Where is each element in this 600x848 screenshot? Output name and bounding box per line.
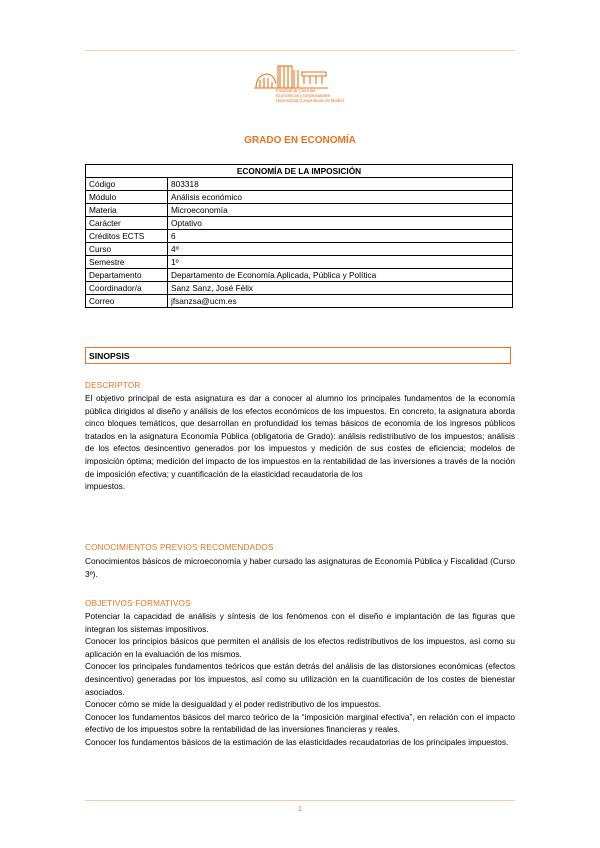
degree-heading: GRADO EN ECONOMÍA [244, 135, 356, 146]
page-number: 1 [298, 806, 302, 813]
header-rule [85, 50, 515, 51]
row-label: Materia [86, 204, 168, 217]
row-label: Departamento [86, 269, 168, 282]
row-label: Carácter [86, 217, 168, 230]
row-value: Sanz Sanz, José Félix [168, 282, 513, 295]
row-value: Análisis económico [168, 191, 513, 204]
table-row [86, 295, 513, 308]
conocimientos-text: Conocimientos básicos de microeconomía y haber cursado las asignaturas de Economía Pública y Fiscalidad (Curso 3º). [85, 556, 515, 579]
list-item: Conocer los principios básicos que permiten el análisis de los efectos redistributivos de los impuestos, así como su aplicación en la evaluación de los mismos. [85, 636, 515, 659]
conocimientos-body [85, 555, 515, 580]
row-label: Coordinador/a [86, 282, 168, 295]
table-row [86, 243, 513, 256]
descriptor-text-tail: impuestos. [85, 481, 126, 492]
descriptor-title: DESCRIPTOR [85, 381, 141, 390]
logo-line-1: Facultad de Ciencias [276, 88, 316, 93]
row-value: 4º [168, 243, 513, 256]
row-value: 1º [168, 256, 513, 269]
row-label: Créditos ECTS [86, 230, 168, 243]
list-item: Potenciar la capacidad de análisis y síntesis de los fenómenos con el diseño e implantación de las figuras que integran los sistemas impositivos. [85, 611, 515, 634]
row-value: Microeconomía [168, 204, 513, 217]
row-label: Código [86, 178, 168, 191]
table-row [86, 282, 513, 295]
table-row [86, 178, 513, 191]
descriptor-text: El objetivo principal de esta asignatura es dar a conocer al alumno los principales fundamentos de la economía pública dirigidos al diseño y análisis de los efectos económicos de los impuestos. En concreto, la asignatura aborda cinco bloques temáticos, que desarrollan en profundidad los temas básicos de economía de los ingresos públicos tratados en la asignatura Economía Pública (obligatoria de Grado): análisis redistributivo de los impuestos; análisis de los efectos desincentivo generados por los impuestos y medición de sus costes de eficiencia; modelos de imposición óptima; medición del impacto de los impuestos en la rentabilidad de las inversiones a través de la noción de imposición efectiva; y cuantificación de la elasticidad recaudatoria de los [85, 393, 515, 479]
row-label: Semestre [86, 256, 168, 269]
table-row [86, 269, 513, 282]
table-row [86, 256, 513, 269]
row-value: 803318 [168, 178, 513, 191]
table-row [86, 217, 513, 230]
descriptor-body [85, 392, 515, 493]
list-item: Conocer los fundamentos básicos del marco teórico de la “imposición marginal efectiva”, en relación con el impacto efectivo de los impuestos sobre la rentabilidad de las inversiones financieras y reales. [85, 711, 515, 735]
sinopsis-section-header: SINOPSIS [85, 347, 511, 364]
row-label: Módulo [86, 191, 168, 204]
table-row [86, 204, 513, 217]
footer-rule [85, 800, 515, 801]
list-item: Conocer los principales fundamentos teóricos que están detrás del análisis de las distorsiones económicas (efectos desincentivo) generadas por los impuestos, así como su utilización en la cuantificación de los costes de bienestar asociados. [85, 661, 515, 697]
logo-line-2: Económicas y Empresariales [276, 93, 330, 98]
table-row [86, 191, 513, 204]
list-item: Conocer cómo se mide la desigualdad y el poder redistributivo de los impuestos. [85, 699, 382, 710]
logo-line-3: Universidad Complutense de Madrid [276, 98, 344, 103]
logo-caption [276, 88, 350, 103]
row-value: Optativo [168, 217, 513, 230]
table-row [86, 230, 513, 243]
row-value: Departamento de Economía Aplicada, Pública y Política [168, 269, 513, 282]
email-value[interactable]: jfsanzsa@ucm.es [168, 295, 513, 308]
row-label: Correo [86, 295, 168, 308]
course-title: ECONOMÍA DE LA IMPOSICIÓN [86, 165, 513, 178]
row-value: 6 [168, 230, 513, 243]
objetivos-body [85, 610, 515, 749]
conocimientos-title: CONOCIMIENTOS PREVIOS RECOMENDADOS [85, 543, 274, 552]
list-item: Conocer los fundamentos básicos de la estimación de las elasticidades recaudatorias de los principales impuestos. [85, 736, 509, 747]
objetivos-title: OBJETIVOS FORMATIVOS [85, 599, 191, 608]
table-header-row [86, 165, 513, 178]
row-label: Curso [86, 243, 168, 256]
course-info-table [85, 164, 513, 308]
